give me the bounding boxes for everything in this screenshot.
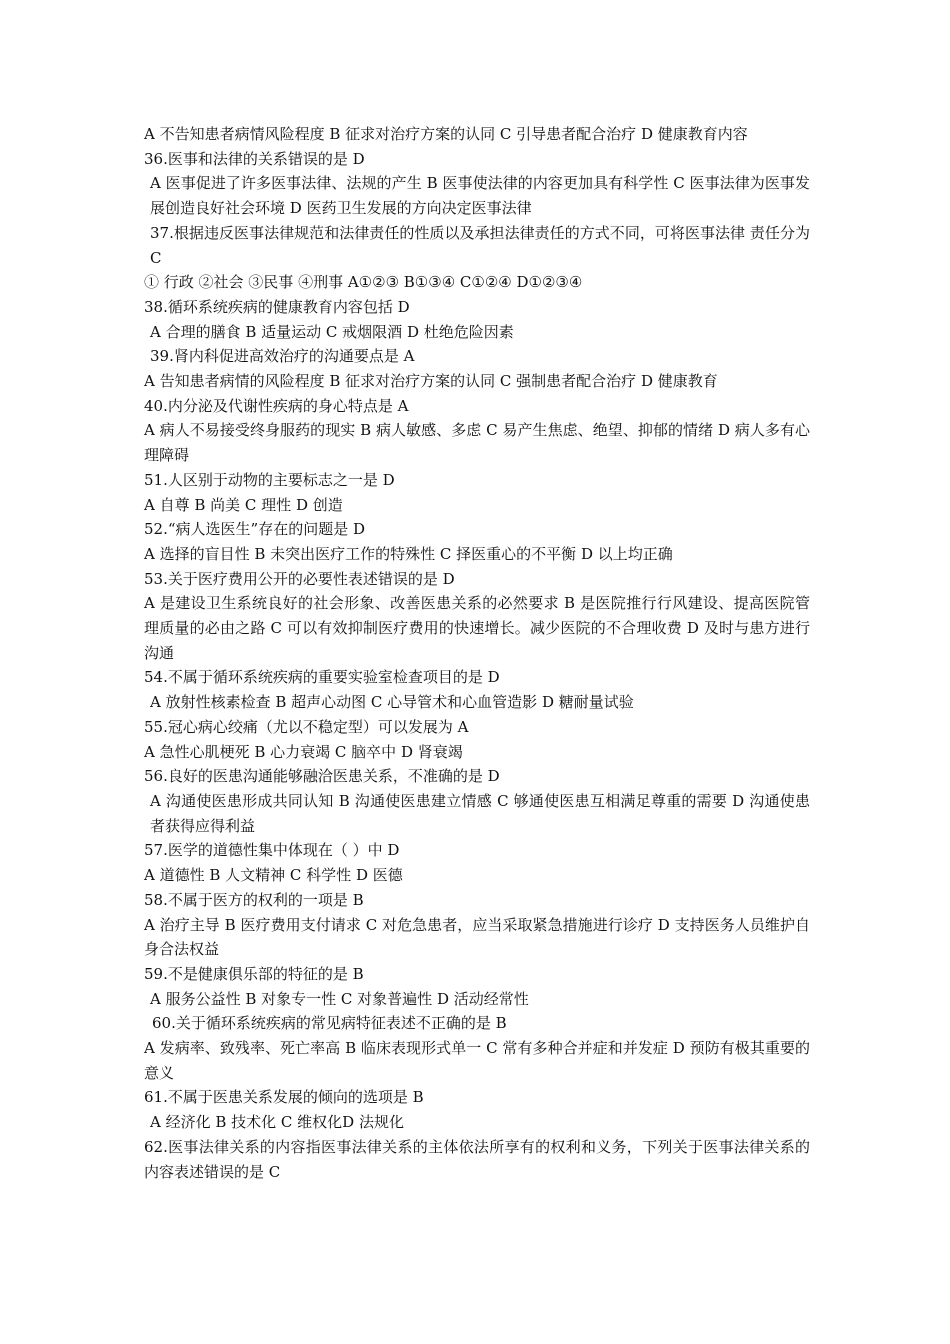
answer-options-35: A 不告知患者病情风险程度 B 征求对治疗方案的认同 C 引导患者配合治疗 D 健康教育内容 bbox=[144, 125, 748, 143]
answer-options-36: A 医事促进了许多医事法律、法规的产生 B 医事使法律的内容更加具有科学性 C 医事法律为医事发展创造良好社会环境 D 医药卫生发展的方向决定医事法律 bbox=[150, 174, 810, 218]
answer-options-38: A 合理的膳食 B 适量运动 C 戒烟限酒 D 杜绝危险因素 bbox=[150, 322, 514, 341]
question-56: 56.良好的医患沟通能够融洽医患关系，不准确的是 D bbox=[144, 767, 500, 786]
question-53: 53.关于医疗费用公开的必要性表述错误的是 D bbox=[144, 569, 455, 588]
answer-options-37: ① 行政 ②社会 ③民事 ④刑事 A①②③ B①③④ C①②④ D①②③④ bbox=[144, 273, 583, 292]
answer-options-51: A 自尊 B 尚美 C 理性 D 创造 bbox=[144, 495, 343, 514]
answer-options-59: A 服务公益性 B 对象专一性 C 对象普遍性 D 活动经常性 bbox=[150, 989, 529, 1008]
answer-options-52: A 选择的盲目性 B 未突出医疗工作的特殊性 C 择医重心的不平衡 D 以上均正确 bbox=[144, 544, 673, 563]
question-40: 40.内分泌及代谢性疾病的身心特点是 A bbox=[144, 396, 409, 415]
document-body bbox=[144, 122, 810, 1184]
question-36: 36.医事和法律的关系错误的是 D bbox=[144, 149, 365, 168]
question-55: 55.冠心病心绞痛（尤以不稳定型）可以发展为 A bbox=[144, 717, 469, 736]
answer-options-40: A 病人不易接受终身服药的现实 B 病人敏感、多虑 C 易产生焦虑、绝望、抑郁的情绪 D 病人多有心理障碍 bbox=[144, 421, 810, 465]
question-58: 58.不属于医方的权利的一项是 B bbox=[144, 890, 364, 909]
answer-options-39: A 告知患者病情的风险程度 B 征求对治疗方案的认同 C 强制患者配合治疗 D 健康教育 bbox=[144, 372, 718, 391]
question-52: 52.“病人选医生”存在的问题是 D bbox=[144, 520, 365, 539]
answer-options-53: A 是建设卫生系统良好的社会形象、改善医患关系的必然要求 B 是医院推行行风建设、提高医院管理质量的必由之路 C 可以有效抑制医疗费用的快速增长。减少医院的不合理收费 D 及时与患方进行沟通 bbox=[144, 594, 810, 662]
answer-options-57: A 道德性 B 人文精神 C 科学性 D 医德 bbox=[144, 866, 403, 885]
question-60: 60.关于循环系统疾病的常见病特征表述不正确的是 B bbox=[152, 1014, 507, 1033]
answer-options-56: A 沟通使医患形成共同认知 B 沟通使医患建立情感 C 够通使医患互相满足尊重的需要 D 沟通使患者获得应得利益 bbox=[150, 791, 810, 835]
answer-options-58: A 治疗主导 B 医疗费用支付请求 C 对危急患者，应当采取紧急措施进行诊疗 D 支持医务人员维护自身合法权益 bbox=[144, 915, 810, 959]
question-62: 62.医事法律关系的内容指医事法律关系的主体依法所享有的权利和义务，下列关于医事法律关系的内容表述错误的是 C bbox=[144, 1137, 810, 1181]
question-61: 61.不属于医患关系发展的倾向的选项是 B bbox=[144, 1088, 424, 1107]
question-59: 59.不是健康俱乐部的特征的是 B bbox=[144, 964, 364, 983]
question-51: 51.人区别于动物的主要标志之一是 D bbox=[144, 470, 395, 489]
question-37: 37.根据违反医事法律规范和法律责任的性质以及承担法律责任的方式不同，可将医事法律 责任分为 C bbox=[150, 223, 810, 267]
question-38: 38.循环系统疾病的健康教育内容包括 D bbox=[144, 297, 410, 316]
answer-options-55: A 急性心肌梗死 B 心力衰竭 C 脑卒中 D 肾衰竭 bbox=[144, 742, 463, 761]
answer-options-60: A 发病率、致残率、死亡率高 B 临床表现形式单一 C 常有多种合并症和并发症 D 预防有极其重要的意义 bbox=[144, 1039, 810, 1082]
question-54: 54.不属于循环系统疾病的重要实验室检查项目的是 D bbox=[144, 668, 500, 687]
answer-options-54: A 放射性核素检查 B 超声心动图 C 心导管术和心血管造影 D 糖耐量试验 bbox=[150, 693, 634, 712]
answer-options-61: A 经济化 B 技术化 C 维权化D 法规化 bbox=[150, 1113, 404, 1132]
question-57: 57.医学的道德性集中体现在（ ）中 D bbox=[144, 841, 400, 860]
question-39: 39.肾内科促进高效治疗的沟通要点是 A bbox=[150, 347, 415, 366]
